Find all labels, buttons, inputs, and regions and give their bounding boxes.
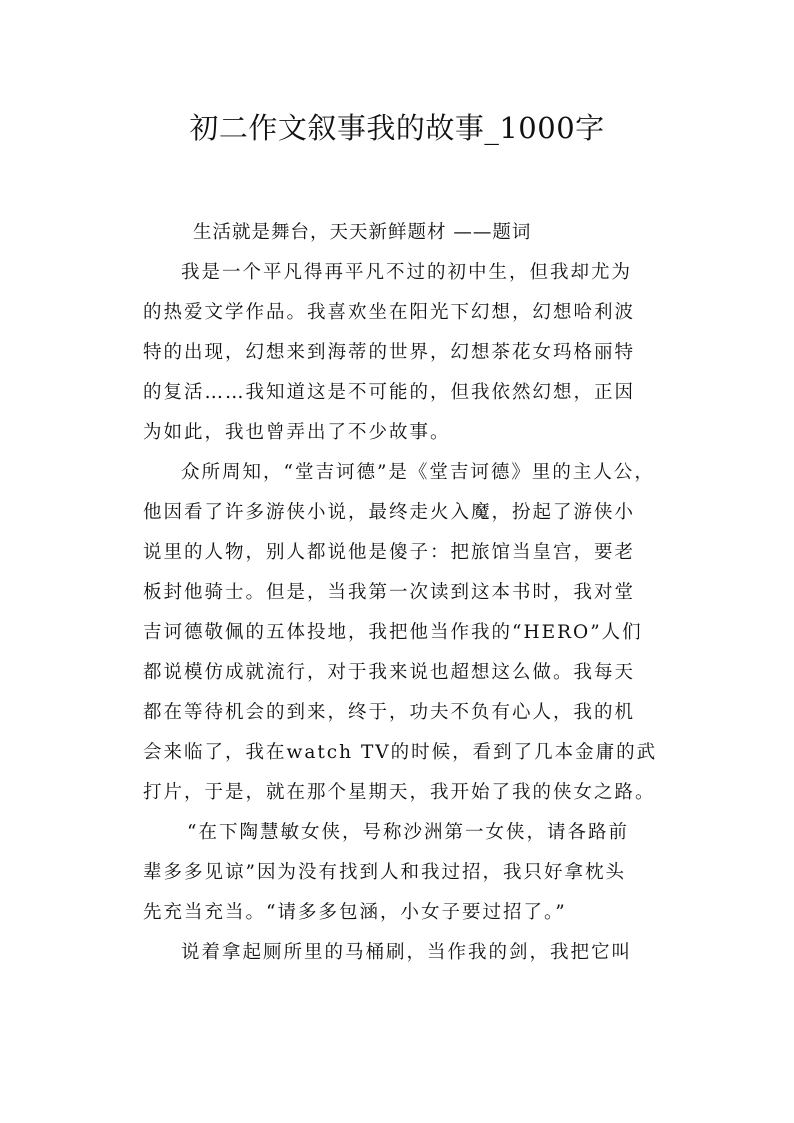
paragraph-line: 特的出现，幻想来到海蒂的世界，幻想茶花女玛格丽特 — [143, 342, 636, 363]
paragraph-line: 都说模仿成就流行，对于我来说也超想这么做。我每天 — [143, 662, 636, 683]
document-body — [143, 213, 673, 973]
paragraph-line: 会来临了，我在watch TV的时候，看到了几本金庸的武 — [143, 742, 658, 763]
paragraph-line: 众所周知，“堂吉诃德”是《堂吉诃德》里的主人公， — [181, 462, 655, 483]
document-title: 初二作文叙事我的故事_1000字 — [189, 111, 605, 145]
paragraph-line: 我是一个平凡得再平凡不过的初中生，但我却尤为 — [181, 262, 633, 283]
paragraph-line: 的热爱文学作品。我喜欢坐在阳光下幻想，幻想哈利波 — [143, 302, 636, 323]
paragraph-line: 的复活……我知道这是不可能的，但我依然幻想，正因 — [143, 382, 636, 403]
paragraph-line: 说里的人物，别人都说他是傻子：把旅馆当皇宫，要老 — [143, 542, 636, 563]
paragraph-line: 辈多多见谅”因为没有找到人和我过招，我只好拿枕头 — [143, 862, 626, 883]
paragraph-line: “在下陶慧敏女侠，号称沙洲第一女侠，请各路前 — [187, 822, 629, 843]
paragraph-line: 说着拿起厕所里的马桶刷，当作我的剑，我把它叫 — [181, 942, 633, 963]
epigraph-line: 生活就是舞台，天天新鲜题材 ——题词 — [193, 222, 532, 243]
paragraph-line: 他因看了许多游侠小说，最终走火入魔，扮起了游侠小 — [143, 502, 636, 523]
paragraph-line: 先充当充当。“请多多包涵，小女子要过招了。” — [143, 902, 567, 923]
paragraph-line: 为如此，我也曾弄出了不少故事。 — [143, 422, 451, 443]
paragraph-line: 吉诃德敬佩的五体投地，我把他当作我的“HERO”人们 — [143, 622, 643, 643]
paragraph-line: 都在等待机会的到来，终于，功夫不负有心人，我的机 — [143, 702, 636, 723]
paragraph-line: 板封他骑士。但是，当我第一次读到这本书时，我对堂 — [143, 582, 636, 603]
paragraph-line: 打片，于是，就在那个星期天，我开始了我的侠女之路。 — [143, 782, 656, 803]
